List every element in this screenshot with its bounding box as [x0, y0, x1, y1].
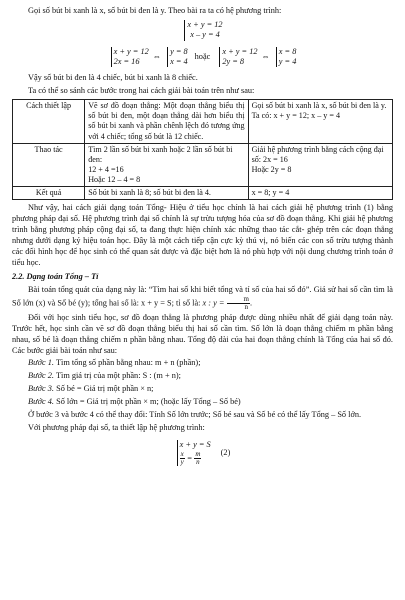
sysA-eq2: 2x = 16 — [113, 57, 140, 67]
final-system — [12, 440, 393, 466]
ratio-expr: x : y = — [202, 298, 225, 308]
table-cell: Kết quả — [13, 187, 85, 200]
step-text: Số lớn = Giá trị một phần × m; (hoặc lấy Tổng – Số bé) — [56, 397, 241, 407]
final-eq2 — [180, 451, 211, 466]
step-label: Bước 2. — [28, 371, 55, 381]
intro-text: Gọi số bút bi xanh là x, số bút bi đen là y. Theo bài ra ta có hệ phương trình: — [28, 6, 282, 15]
algebra-intro: Với phương pháp đại số, ta thiết lập hệ phương trình: — [28, 423, 205, 433]
method-paragraph: Đối với học sinh tiểu học, sơ đồ đoạn thẳng là phương pháp được dùng nhiều nhất để giải dạng toán này. Trước hết, học sinh cần vẽ sơ đồ đoạn thẳng biểu thị hai số cần tìm. Số lớn là đoạn thẳng chiếm m phần bằng nhau, số bé là đoạn thẳng chiếm n phần bằng nhau. Tổng độ dài của hai đoạn thẳng chính là Tổng của hai số đó. Các bước giải bài toán như sau: — [12, 312, 393, 355]
steps-note: Ở bước 3 và bước 4 có thể thay đổi: Tính Số lớn trước; Số bé sau và Số bé có thể lấy Tổng – Số lớn. — [28, 410, 362, 420]
or-word: hoặc — [194, 51, 211, 61]
list-item — [28, 358, 393, 369]
list-item — [28, 371, 393, 382]
step-label: Bước 4. — [28, 397, 55, 407]
list-item — [28, 384, 393, 395]
fraction-numerator: m — [227, 296, 250, 304]
comparison-table — [12, 99, 393, 200]
table-cell: Giải hệ phương trình bằng cách cộng đại số: 2x = 16 Hoặc 2y = 8 — [248, 143, 392, 186]
general-problem-paragraph: Bài toán tổng quát của dạng này là: “Tìm hai số khi biết tổng và tỉ số của hai số đó”. Giả sử hai số cần tìm là Số lớn (x) và Số bé (y); tổng hai số là: x + y = S; tỉ số là: x : y = $\frac{m}{n}$ . — [12, 284, 393, 311]
section-heading: 2.2. Dạng toán Tổng – Tỉ — [12, 271, 99, 281]
step-text: Tìm tổng số phần bằng nhau: m + n (phần); — [55, 358, 201, 368]
sysA-eq1: x + y = 12 — [113, 46, 149, 56]
final-eq1: x + y = S — [179, 440, 211, 450]
step-label: Bước 3. — [28, 384, 55, 394]
document-page — [12, 0, 393, 466]
equivalence-arrow: ⇔ — [152, 51, 162, 61]
table-cell: x = 8; y = 4 — [248, 187, 392, 200]
compare-intro: Ta có thể so sánh các bước trong hai cách giải bài toán trên như sau: — [28, 86, 255, 96]
fraction-denominator: y — [180, 458, 184, 467]
fraction-denominator: n — [244, 302, 249, 311]
sysD-eq1: x = 8 — [278, 46, 297, 56]
ratio-fraction — [227, 296, 250, 311]
equals-sign: = — [186, 453, 193, 463]
sysC-eq1: x + y = 12 — [222, 46, 258, 56]
equivalence-arrow: ⇔ — [261, 51, 270, 61]
sysB-eq2: x = 4 — [170, 57, 188, 67]
step-label: Bước 1. — [28, 358, 55, 368]
table-row — [13, 187, 393, 200]
list-item — [28, 397, 393, 408]
table-row — [13, 143, 393, 186]
step-text: Số bé = Giá trị một phần × n; — [56, 384, 154, 394]
table-cell: Tìm 2 lần số bút bi xanh hoặc 2 lần số bút bi đen: 12 + 4 =16 Hoặc 12 – 4 = 8 — [85, 143, 248, 186]
solution-systems — [12, 47, 393, 68]
steps-list — [12, 358, 393, 408]
table-cell: Vẽ sơ đồ đoạn thẳng: Một đoạn thẳng biểu thị số bút bi đen, một đoạn thẳng dài hơn biểu thị số bút bi xanh và phần chênh lệch đó tương ứng với 4 chiếc; tổng số bút là 12 chiếc. — [85, 100, 248, 143]
sysB-eq1: y = 8 — [170, 46, 188, 56]
sysC-eq2: 2y = 8 — [222, 57, 245, 67]
step-text: Tìm giá trị của một phần: S : (m + n); — [55, 371, 181, 381]
sysD-eq2: y = 4 — [278, 57, 297, 67]
fraction-numerator: m — [195, 450, 201, 459]
system-1 — [12, 20, 393, 41]
general-problem-text: Bài toán tổng quát của dạng này là: “Tìm hai số khi biết tổng và tỉ số của hai số đó”. Giả sử hai số cần tìm là Số lớn (x) và Số bé (y); tổng hai số là: x + y = S; tỉ số là: — [12, 284, 393, 308]
fraction-numerator: x — [180, 450, 184, 459]
table-cell: Thao tác — [13, 143, 85, 186]
sys1-eq2: x – y = 4 — [190, 30, 220, 40]
table-row — [13, 100, 393, 143]
conclusion-text: Vậy số bút bi đen là 4 chiếc, bút bi xanh là 8 chiếc. — [28, 73, 198, 83]
sys1-eq1: x + y = 12 — [187, 19, 223, 29]
equation-number: (2) — [220, 447, 231, 457]
table-cell: Số bút bi xanh là 8; số bút bi đen là 4. — [85, 187, 248, 200]
table-cell: Gọi số bút bi xanh là x, số bút bi đen là y. Ta có: x + y = 12; x – y = 4 — [248, 100, 392, 143]
fraction-denominator: n — [196, 458, 200, 467]
table-cell: Cách thiết lập — [13, 100, 85, 143]
analysis-paragraph: Như vậy, hai cách giải dạng toán Tổng- Hiệu ở tiểu học chính là hai cách giải hệ phương trình (1) bằng phương pháp đại số. Hệ phương trình đại số chính là sự trừu tượng hóa của sơ đồ đoạn thẳng. Khi giải hệ phương trình bằng phương pháp cộng đại số, ta đang thực hiện chính xác những thao tác cắt- ghép trên các đoạn thẳng nhưng dưới dạng ký hiệu toán học. Đây là một cách tiếp cận cực kỳ thú vị, nó biến các con số trừu tượng thành các đối hình học để học sinh có thể quan sát được và đặc biệt hơn là nó phù hợp với nội dung chương trình toán ở tiểu học. — [12, 203, 393, 267]
